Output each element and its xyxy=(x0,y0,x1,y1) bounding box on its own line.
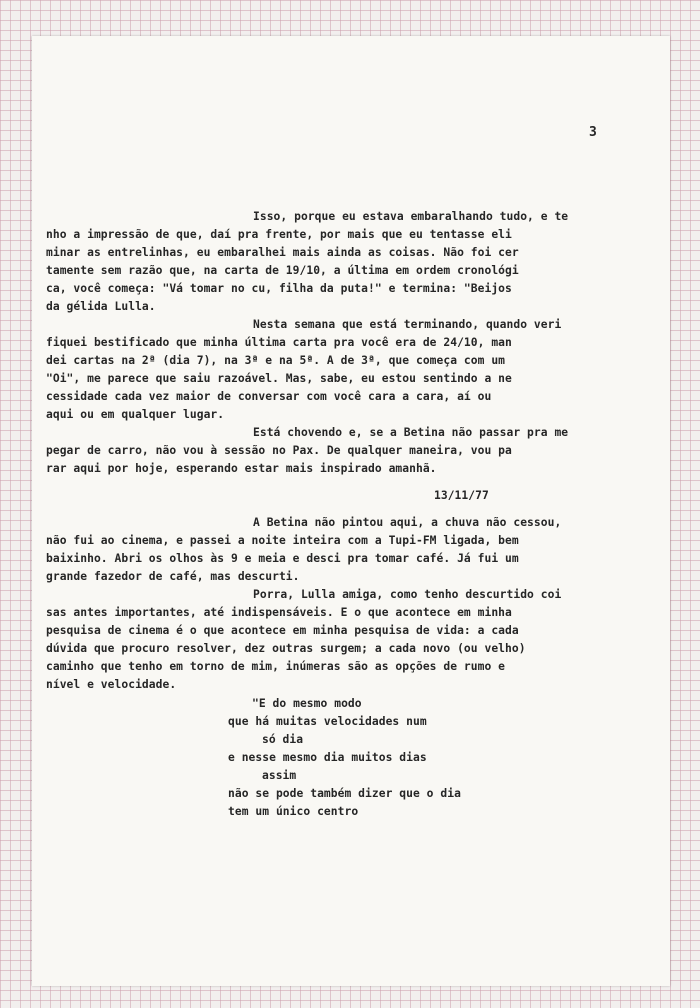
poem-line: assim xyxy=(262,769,297,782)
text-line: dei cartas na 2ª (dia 7), na 3ª e na 5ª. A de 3ª, que começa com um xyxy=(46,354,506,367)
text-line: pegar de carro, não vou à sessão no Pax. De qualquer maneira, vou pa xyxy=(46,444,512,457)
text-line: Nesta semana que está terminando, quando veri xyxy=(253,318,562,331)
text-line: fiquei bestificado que minha última carta pra você era de 24/10, man xyxy=(46,336,512,349)
text-line: nho a impressão de que, daí pra frente, por mais que eu tentasse eli xyxy=(46,228,512,241)
poem-line: tem um único centro xyxy=(228,805,359,818)
text-line: Porra, Lulla amiga, como tenho descurtido coi xyxy=(253,588,562,601)
page-number: 3 xyxy=(589,125,597,140)
text-line: tamente sem razão que, na carta de 19/10, a última em ordem cronológi xyxy=(46,264,519,277)
text-line: nível e velocidade. xyxy=(46,678,177,691)
text-line: grande fazedor de café, mas descurti. xyxy=(46,570,300,583)
text-line: Isso, porque eu estava embaralhando tudo, e te xyxy=(253,210,569,223)
text-line: sas antes importantes, até indispensáveis. E o que acontece em minha xyxy=(46,606,512,619)
text-line: baixinho. Abri os olhos às 9 e meia e desci pra tomar café. Já fui um xyxy=(46,552,519,565)
text-line: pesquisa de cinema é o que acontece em minha pesquisa de vida: a cada xyxy=(46,624,519,637)
text-line: dúvida que procuro resolver, dez outras surgem; a cada novo (ou velho) xyxy=(46,642,526,655)
text-line: ca, você começa: "Vá tomar no cu, filha da puta!" e termina: "Beijos xyxy=(46,282,512,295)
text-line: caminho que tenho em torno de mim, inúmeras são as opções de rumo e xyxy=(46,660,506,673)
poem-line: só dia xyxy=(262,733,304,746)
text-line: da gélida Lulla. xyxy=(46,300,156,313)
date-heading: 13/11/77 xyxy=(434,489,489,502)
text-line: "Oi", me parece que saiu razoável. Mas, sabe, eu estou sentindo a ne xyxy=(46,372,512,385)
text-line: cessidade cada vez maior de conversar com você cara a cara, aí ou xyxy=(46,390,492,403)
poem-line: não se pode também dizer que o dia xyxy=(228,787,461,800)
poem-line: que há muitas velocidades num xyxy=(228,715,427,728)
text-line: não fui ao cinema, e passei a noite inteira com a Tupi-FM ligada, bem xyxy=(46,534,519,547)
poem-line: e nesse mesmo dia muitos dias xyxy=(228,751,427,764)
text-line: A Betina não pintou aqui, a chuva não cessou, xyxy=(253,516,562,529)
poem-line: "E do mesmo modo xyxy=(252,697,362,710)
text-line: aqui ou em qualquer lugar. xyxy=(46,408,225,421)
text-line: Está chovendo e, se a Betina não passar pra me xyxy=(253,426,569,439)
text-line: rar aqui por hoje, esperando estar mais inspirado amanhã. xyxy=(46,462,437,475)
text-line: minar as entrelinhas, eu embaralhei mais ainda as coisas. Não foi cer xyxy=(46,246,519,259)
letter-page xyxy=(32,36,670,986)
